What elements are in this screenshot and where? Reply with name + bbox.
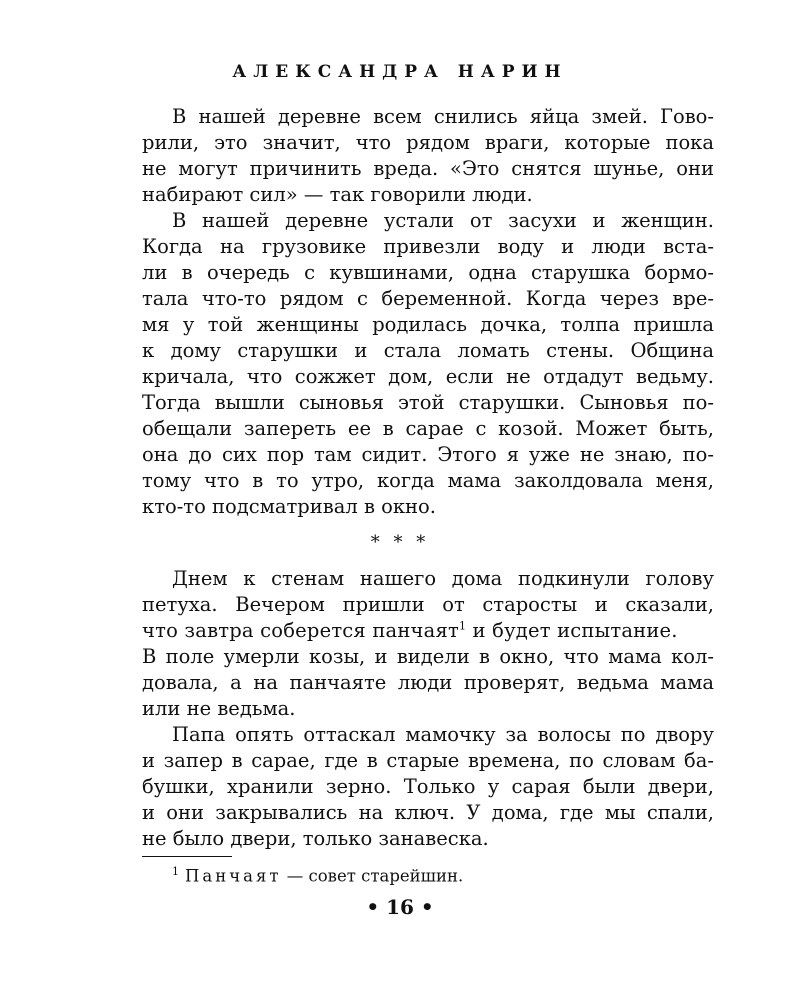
text-line: и запер в сарае, где в старые времена, по словам ба-: [142, 749, 714, 772]
footnote-reference: 1: [458, 619, 467, 633]
text-line: и они закрывались на ключ. У дома, где мы спали,: [142, 801, 714, 824]
text-line: петуха. Вечером пришли от старосты и сказали,: [142, 593, 714, 616]
text-line: рили, это значит, что рядом враги, которые пока: [142, 131, 714, 154]
text-line: тала что-то рядом с беременной. Когда через вре-: [142, 287, 714, 310]
text-line: обещали запереть ее в сарае с козой. Может быть,: [142, 417, 714, 440]
text-line: бушки, хранили зерно. Только у сарая были двери,: [142, 775, 714, 798]
text-line: В нашей деревне устали от засухи и женщин.: [172, 209, 714, 232]
text-line: она до сих пор там сидит. Этого я уже не знаю, по-: [142, 443, 714, 466]
footnote: [172, 862, 463, 887]
section-separator: * * *: [370, 532, 430, 553]
text-line: кто-то подсматривал в окно.: [142, 495, 436, 518]
text-line: В нашей деревне всем снились яйца змей. Гово-: [172, 105, 714, 128]
text-line: Когда на грузовике привезли воду и люди вста-: [142, 235, 714, 258]
page-number: • 16 •: [366, 895, 434, 919]
footnote-divider: [142, 856, 232, 857]
text-line: кричала, что сожжет дом, если не отдадут ведьму.: [142, 365, 714, 388]
text-line: Днем к стенам нашего дома подкинули голову: [172, 567, 714, 590]
footnote-definition: — совет старейшин.: [281, 866, 464, 886]
text-line: мя у той женщины родилась дочка, толпа пришла: [142, 313, 714, 336]
text-line-with-footnote-ref: [142, 618, 714, 644]
text-fragment: и будет испытание.: [466, 619, 678, 642]
text-line: ли в очередь с кувшинами, одна старушка бормо-: [142, 261, 714, 284]
text-line: Папа опять оттаскал мамочку за волосы по двору: [172, 723, 714, 746]
footnote-term: Панчаят: [185, 866, 282, 886]
footnote-mark: 1: [172, 865, 179, 878]
text-line: довала, а на панчаяте люди проверят, ведьма мама: [142, 671, 714, 694]
text-line: не было двери, только занавеска.: [142, 827, 489, 850]
text-line: Тогда вышли сыновья этой старушки. Сыновья по-: [142, 391, 714, 414]
text-line: к дому старушки и стала ломать стены. Община: [142, 339, 714, 362]
text-line: или не ведьма.: [142, 697, 296, 720]
text-line: тому что в то утро, когда мама заколдовала меня,: [142, 469, 714, 492]
text-line: В поле умерли козы, и видели в окно, что мама кол-: [142, 645, 714, 668]
text-line: набирают сил» — так говорили люди.: [142, 183, 533, 206]
text-fragment: что завтра соберется панчаят: [142, 619, 459, 642]
running-header-author: АЛЕКСАНДРА НАРИН: [232, 62, 568, 82]
text-line: не могут причинить вреда. «Это снятся шунье, они: [142, 157, 714, 180]
